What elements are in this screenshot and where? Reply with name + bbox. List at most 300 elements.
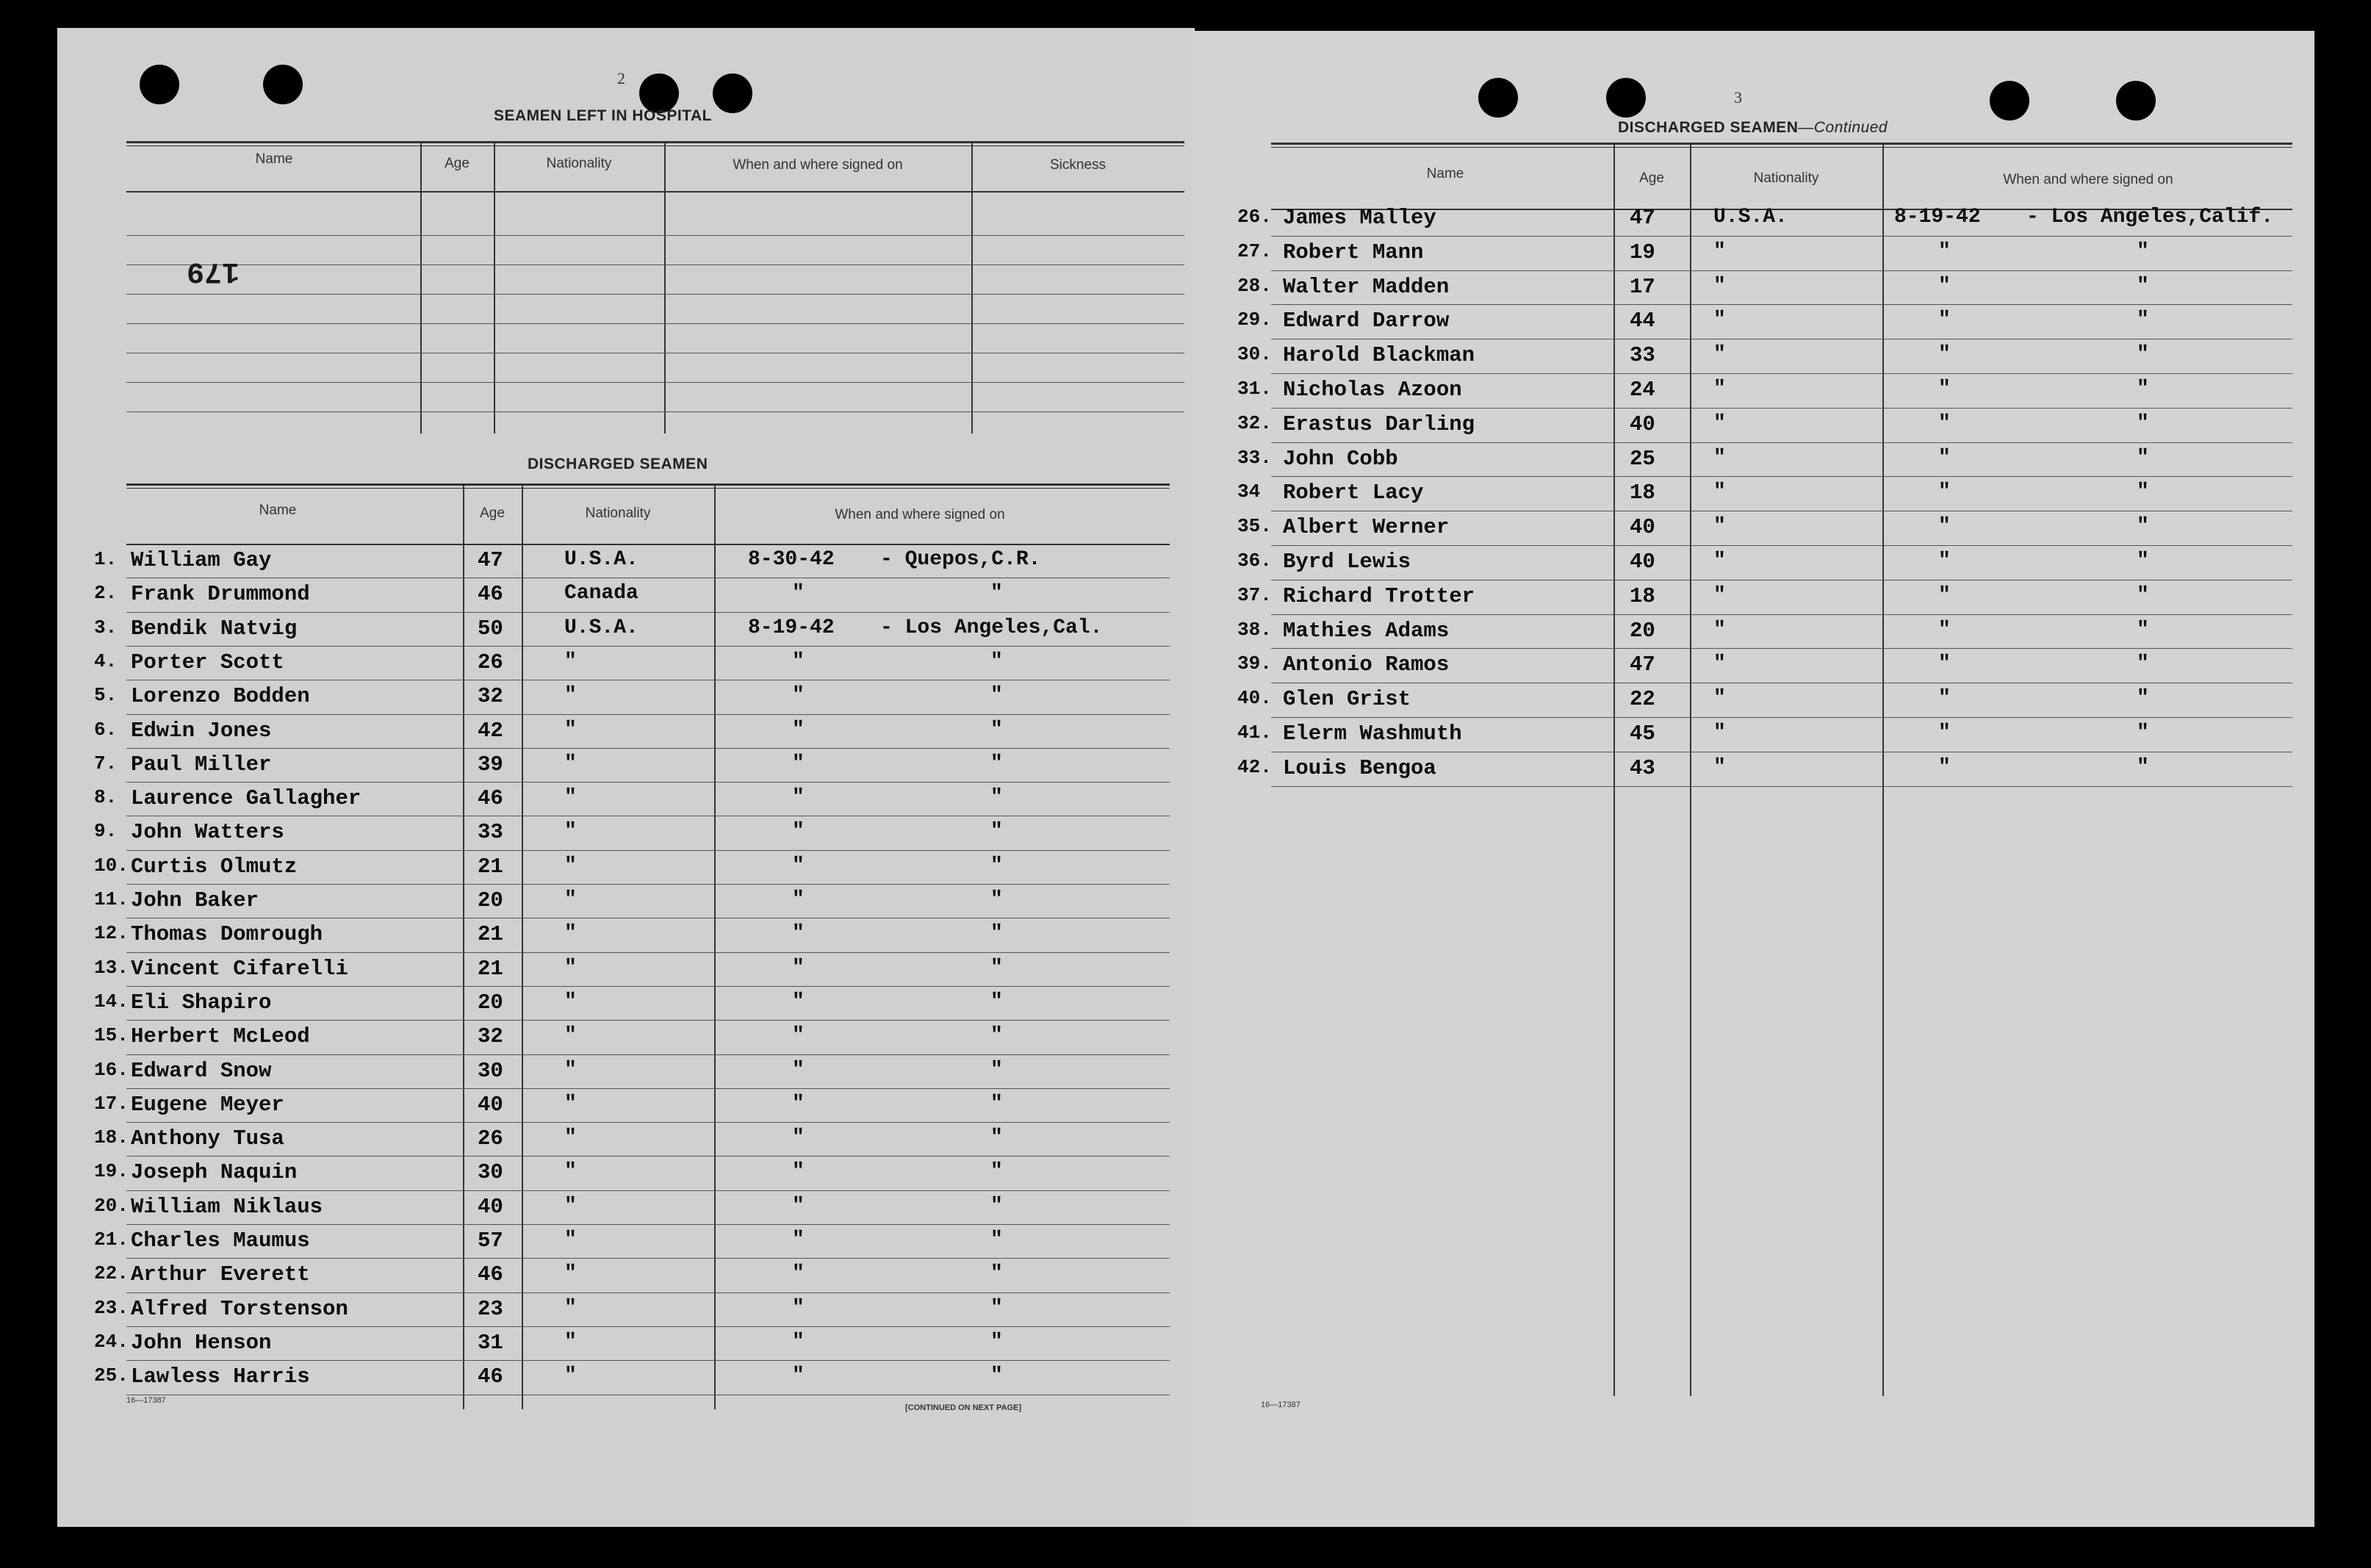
- seaman-age: 50: [478, 616, 503, 641]
- discharged-header-age: Age: [1639, 170, 1664, 186]
- seaman-nationality: ": [564, 786, 577, 810]
- seaman-name: John Baker: [131, 888, 259, 913]
- signed-on-place: ": [2137, 583, 2149, 607]
- seaman-nationality: ": [564, 1024, 577, 1048]
- seaman-nationality: ": [564, 684, 577, 708]
- punch-hole-icon: [713, 73, 752, 113]
- signed-on-place: ": [990, 786, 1003, 810]
- row-rule: [1271, 476, 2292, 477]
- row-number: 39.: [1237, 652, 1272, 675]
- seaman-name: William Niklaus: [131, 1194, 323, 1219]
- seaman-name: Laurence Gallagher: [131, 786, 361, 811]
- signed-on-date: ": [1938, 583, 1951, 607]
- seaman-age: 47: [478, 548, 503, 572]
- column-divider: [714, 483, 716, 1409]
- column-divider: [1882, 143, 1884, 1396]
- signed-on-place: ": [990, 718, 1003, 741]
- signed-on-place: ": [2137, 618, 2149, 641]
- hospital-header-sickness: Sickness: [1049, 157, 1107, 173]
- punch-hole-icon: [1478, 78, 1518, 118]
- signed-on-place: ": [990, 752, 1003, 775]
- row-rule: [126, 1190, 1170, 1191]
- signed-on-place: ": [990, 1160, 1003, 1184]
- seaman-name: Eli Shapiro: [131, 990, 272, 1015]
- signed-on-date: ": [792, 1229, 805, 1251]
- column-divider: [522, 483, 523, 1409]
- row-number: 6.: [94, 718, 118, 741]
- row-number: 36.: [1237, 550, 1272, 572]
- signed-on-date: ": [792, 820, 805, 844]
- signed-on-place: ": [990, 1262, 1003, 1286]
- seaman-name: Bendik Natvig: [131, 616, 298, 641]
- seaman-name: Louis Bengoa: [1283, 755, 1436, 780]
- seaman-nationality: ": [564, 1058, 577, 1082]
- signed-on-place: ": [990, 888, 1003, 911]
- seaman-name: Eugene Meyer: [131, 1092, 284, 1117]
- right-page: [1192, 31, 2314, 1527]
- row-number: 8.: [94, 786, 118, 809]
- row-number: 10.: [94, 854, 129, 877]
- seaman-age: 21: [478, 854, 503, 879]
- row-number: 20.: [94, 1194, 129, 1217]
- row-number: 23.: [94, 1296, 129, 1319]
- signed-on-place: ": [2137, 446, 2149, 470]
- signed-on-date: ": [792, 990, 805, 1013]
- seaman-nationality: ": [564, 1262, 577, 1286]
- seaman-nationality: ": [564, 1194, 577, 1218]
- seaman-age: 44: [1630, 309, 1655, 334]
- signed-on-place: - Los Angeles,Cal.: [880, 616, 1103, 639]
- seaman-age: 40: [1630, 411, 1655, 436]
- row-number: 38.: [1237, 618, 1272, 641]
- signed-on-date: ": [792, 1058, 805, 1082]
- seaman-age: 46: [478, 1262, 503, 1287]
- table-rule: [126, 141, 1184, 143]
- signed-on-date: ": [1938, 240, 1951, 263]
- signed-on-date: ": [1938, 411, 1951, 435]
- signed-on-place: ": [2137, 755, 2149, 779]
- seaman-nationality: ": [1713, 550, 1726, 572]
- row-rule: [126, 1156, 1170, 1157]
- seaman-age: 30: [478, 1160, 503, 1185]
- row-number: 18.: [94, 1126, 129, 1149]
- signed-on-date: ": [792, 1024, 805, 1048]
- seaman-nationality: ": [564, 1229, 577, 1251]
- row-rule: [126, 235, 1184, 236]
- form-number: 16—17387: [1261, 1400, 1300, 1409]
- signed-on-place: ": [2137, 722, 2149, 744]
- seaman-name: Lorenzo Bodden: [131, 684, 310, 709]
- seaman-nationality: ": [564, 1296, 577, 1320]
- seaman-age: 32: [478, 1024, 503, 1049]
- row-rule: [126, 1360, 1170, 1361]
- column-divider: [664, 141, 666, 434]
- seaman-nationality: ": [564, 990, 577, 1013]
- seaman-nationality: ": [1713, 446, 1726, 470]
- row-number: 28.: [1237, 274, 1272, 297]
- seaman-nationality: ": [1713, 343, 1726, 367]
- seaman-name: Glen Grist: [1283, 687, 1411, 712]
- row-rule: [1271, 648, 2292, 649]
- signed-on-place: ": [990, 1296, 1003, 1320]
- row-rule: [1271, 408, 2292, 409]
- seaman-age: 30: [478, 1058, 503, 1083]
- signed-on-place: ": [2137, 378, 2149, 400]
- seaman-age: 31: [478, 1330, 503, 1355]
- seaman-age: 18: [1630, 583, 1655, 608]
- seaman-name: Arthur Everett: [131, 1262, 310, 1287]
- signed-on-place: ": [990, 1092, 1003, 1115]
- signed-on-date: 8-19-42: [748, 616, 835, 639]
- row-rule: [126, 1258, 1170, 1259]
- seaman-age: 22: [1630, 687, 1655, 712]
- row-rule: [126, 323, 1184, 324]
- row-number: 31.: [1237, 378, 1272, 400]
- seaman-name: Richard Trotter: [1283, 583, 1475, 608]
- discharged-continued-title: [1618, 119, 1888, 137]
- signed-on-date: ": [792, 854, 805, 877]
- signed-on-place: ": [990, 854, 1003, 877]
- discharged-header-signed-on: When and where signed on: [2003, 172, 2173, 187]
- signed-on-date: ": [792, 1262, 805, 1286]
- row-number: 35.: [1237, 515, 1272, 538]
- signed-on-place: ": [990, 1229, 1003, 1251]
- punch-hole-icon: [263, 65, 303, 104]
- row-rule: [126, 1292, 1170, 1293]
- signed-on-place: ": [990, 820, 1003, 844]
- row-rule: [1271, 270, 2292, 271]
- row-number: 34: [1237, 481, 1261, 503]
- signed-on-place: - Los Angeles,Calif.: [2026, 206, 2274, 229]
- signed-on-date: ": [792, 1364, 805, 1388]
- seaman-nationality: ": [564, 1330, 577, 1353]
- seaman-name: Erastus Darling: [1283, 411, 1475, 436]
- row-number: 4.: [94, 650, 118, 672]
- row-rule: [126, 748, 1170, 749]
- signed-on-date: ": [792, 1296, 805, 1320]
- signed-on-place: ": [2137, 274, 2149, 298]
- seaman-age: 26: [478, 1126, 503, 1151]
- hospital-header-name: Name: [255, 151, 293, 167]
- table-rule: [126, 483, 1170, 486]
- signed-on-date: ": [1938, 481, 1951, 504]
- seaman-age: 32: [478, 684, 503, 709]
- row-number: 7.: [94, 752, 118, 774]
- row-rule: [1271, 717, 2292, 718]
- seaman-name: Albert Werner: [1283, 515, 1450, 540]
- signed-on-place: ": [2137, 481, 2149, 504]
- row-number: 26.: [1237, 206, 1272, 228]
- seaman-name: Herbert McLeod: [131, 1024, 310, 1049]
- continued-note: [CONTINUED ON NEXT PAGE]: [905, 1403, 1022, 1412]
- form-number: 16—17387: [126, 1396, 166, 1405]
- signed-on-place: ": [2137, 343, 2149, 367]
- page-number: 2: [617, 69, 625, 87]
- seaman-name: Robert Lacy: [1283, 481, 1424, 506]
- seaman-age: 21: [478, 922, 503, 947]
- seaman-age: 43: [1630, 755, 1655, 780]
- table-rule: [126, 145, 1184, 146]
- punch-hole-icon: [140, 65, 179, 104]
- seaman-nationality: ": [564, 854, 577, 877]
- signed-on-date: ": [792, 684, 805, 708]
- signed-on-date: ": [1938, 722, 1951, 744]
- signed-on-date: ": [792, 718, 805, 741]
- row-number: 27.: [1237, 240, 1272, 262]
- hospital-header-signed-on: When and where signed on: [733, 157, 903, 173]
- discharged-section-title: DISCHARGED SEAMEN: [528, 456, 708, 472]
- signed-on-date: ": [792, 1330, 805, 1353]
- seaman-name: Curtis Olmutz: [131, 854, 298, 879]
- seaman-nationality: U.S.A.: [564, 548, 638, 571]
- signed-on-date: ": [792, 582, 805, 605]
- title-text: DISCHARGED SEAMEN: [1618, 119, 1799, 136]
- seaman-name: Thomas Domrough: [131, 922, 323, 947]
- seaman-age: 20: [478, 888, 503, 913]
- discharged-header-name: Name: [1426, 166, 1464, 181]
- signed-on-place: ": [990, 922, 1003, 946]
- seaman-age: 24: [1630, 378, 1655, 402]
- signed-on-place: ": [990, 990, 1003, 1013]
- seaman-age: 40: [478, 1092, 503, 1117]
- signed-on-date: ": [792, 1092, 805, 1115]
- column-divider: [463, 483, 464, 1409]
- seaman-name: John Watters: [131, 820, 284, 845]
- row-rule: [126, 294, 1184, 295]
- seaman-age: 20: [478, 990, 503, 1015]
- seaman-nationality: ": [564, 956, 577, 979]
- seaman-name: John Cobb: [1283, 446, 1398, 471]
- row-number: 24.: [94, 1330, 129, 1353]
- signed-on-place: ": [990, 1364, 1003, 1388]
- seaman-nationality: ": [1713, 618, 1726, 641]
- seaman-age: 21: [478, 956, 503, 981]
- seaman-nationality: ": [1713, 240, 1726, 263]
- row-rule: [126, 1020, 1170, 1021]
- seaman-age: 40: [478, 1194, 503, 1219]
- seaman-name: Mathies Adams: [1283, 618, 1450, 643]
- signed-on-place: ": [2137, 411, 2149, 435]
- signed-on-place: ": [990, 1024, 1003, 1048]
- seaman-nationality: U.S.A.: [1713, 206, 1788, 229]
- row-number: 37.: [1237, 583, 1272, 606]
- row-number: 12.: [94, 922, 129, 945]
- seaman-name: Walter Madden: [1283, 274, 1450, 299]
- signed-on-date: ": [792, 888, 805, 911]
- seaman-name: Edwin Jones: [131, 718, 272, 743]
- signed-on-date: ": [792, 786, 805, 810]
- discharged-header-nationality: Nationality: [1753, 170, 1819, 186]
- seaman-age: 25: [1630, 446, 1655, 471]
- seaman-age: 33: [1630, 343, 1655, 368]
- seaman-age: 47: [1630, 206, 1655, 230]
- signed-on-place: ": [990, 582, 1003, 605]
- row-rule: [1271, 304, 2292, 305]
- seaman-nationality: ": [564, 718, 577, 741]
- signed-on-date: ": [792, 1194, 805, 1218]
- signed-on-date: ": [792, 650, 805, 673]
- column-divider: [494, 141, 495, 434]
- seaman-nationality: ": [564, 650, 577, 673]
- seaman-age: 19: [1630, 240, 1655, 265]
- seaman-nationality: ": [1713, 309, 1726, 332]
- seaman-nationality: ": [564, 1126, 577, 1150]
- row-rule: [126, 986, 1170, 987]
- row-number: 25.: [94, 1364, 129, 1387]
- signed-on-date: ": [1938, 309, 1951, 332]
- row-number: 3.: [94, 616, 118, 639]
- seaman-nationality: ": [1713, 515, 1726, 539]
- signed-on-date: ": [1938, 550, 1951, 572]
- signed-on-date: 8-30-42: [748, 548, 835, 571]
- seaman-nationality: ": [1713, 411, 1726, 435]
- row-number: 33.: [1237, 446, 1272, 469]
- row-number: 13.: [94, 956, 129, 979]
- seaman-name: Edward Snow: [131, 1058, 272, 1083]
- row-rule: [1271, 614, 2292, 615]
- row-rule: [1271, 442, 2292, 443]
- signed-on-date: 8-19-42: [1894, 206, 1981, 229]
- signed-on-date: ": [1938, 274, 1951, 298]
- signed-on-place: ": [2137, 652, 2149, 676]
- signed-on-date: ": [1938, 446, 1951, 470]
- signed-on-place: ": [2137, 240, 2149, 263]
- seaman-name: Edward Darrow: [1283, 309, 1450, 334]
- signed-on-place: ": [2137, 309, 2149, 332]
- column-divider: [1690, 143, 1691, 1396]
- seaman-name: Byrd Lewis: [1283, 550, 1411, 574]
- row-rule: [126, 411, 1184, 412]
- seaman-nationality: ": [1713, 583, 1726, 607]
- row-number: 40.: [1237, 687, 1272, 710]
- seaman-age: 46: [478, 786, 503, 811]
- seaman-age: 45: [1630, 722, 1655, 746]
- stamp-number: 179: [187, 254, 240, 287]
- table-rule: [1271, 147, 2292, 148]
- signed-on-date: ": [792, 922, 805, 946]
- signed-on-date: ": [792, 1160, 805, 1184]
- seaman-name: Anthony Tusa: [131, 1126, 284, 1151]
- seaman-nationality: ": [564, 1364, 577, 1388]
- row-number: 11.: [94, 888, 129, 910]
- seaman-age: 23: [478, 1296, 503, 1321]
- row-rule: [126, 382, 1184, 383]
- seaman-name: Alfred Torstenson: [131, 1296, 348, 1321]
- row-number: 21.: [94, 1229, 129, 1251]
- signed-on-date: ": [1938, 652, 1951, 676]
- row-rule: [1271, 236, 2292, 237]
- table-rule: [126, 488, 1170, 489]
- row-number: 2.: [94, 582, 118, 605]
- seaman-age: 40: [1630, 515, 1655, 540]
- row-number: 41.: [1237, 722, 1272, 744]
- page-number: 3: [1734, 88, 1742, 107]
- row-number: 17.: [94, 1092, 129, 1115]
- row-rule: [126, 782, 1170, 783]
- row-number: 29.: [1237, 309, 1272, 331]
- seaman-nationality: ": [1713, 481, 1726, 504]
- seaman-name: John Henson: [131, 1330, 272, 1355]
- seaman-nationality: ": [1713, 722, 1726, 744]
- seaman-nationality: ": [564, 922, 577, 946]
- seaman-name: Joseph Naquin: [131, 1160, 298, 1185]
- seaman-name: Antonio Ramos: [1283, 652, 1450, 677]
- signed-on-date: ": [1938, 343, 1951, 367]
- row-rule: [126, 884, 1170, 885]
- signed-on-place: ": [990, 956, 1003, 979]
- row-number: 16.: [94, 1058, 129, 1081]
- row-number: 30.: [1237, 343, 1272, 366]
- seaman-age: 40: [1630, 550, 1655, 574]
- left-page: [57, 28, 1195, 1527]
- seaman-nationality: ": [564, 752, 577, 775]
- seaman-name: Paul Miller: [131, 752, 272, 777]
- signed-on-date: ": [1938, 515, 1951, 539]
- seaman-nationality: ": [1713, 755, 1726, 779]
- seaman-name: Elerm Washmuth: [1283, 722, 1462, 746]
- signed-on-date: ": [792, 752, 805, 775]
- row-number: 42.: [1237, 755, 1272, 778]
- signed-on-date: ": [1938, 755, 1951, 779]
- title-suffix: —Continued: [1798, 119, 1888, 136]
- discharged-header-nationality: Nationality: [585, 506, 651, 521]
- row-number: 15.: [94, 1024, 129, 1047]
- hospital-header-age: Age: [445, 156, 469, 171]
- row-rule: [126, 646, 1170, 647]
- seaman-nationality: U.S.A.: [564, 616, 638, 639]
- hospital-section-title: SEAMEN LEFT IN HOSPITAL: [494, 107, 712, 124]
- seaman-nationality: ": [1713, 652, 1726, 676]
- seaman-age: 39: [478, 752, 503, 777]
- seaman-nationality: ": [564, 820, 577, 844]
- row-rule: [126, 1054, 1170, 1055]
- column-divider: [420, 141, 422, 434]
- signed-on-date: ": [1938, 618, 1951, 641]
- discharged-header-age: Age: [480, 506, 505, 521]
- row-number: 22.: [94, 1262, 129, 1285]
- seaman-name: Nicholas Azoon: [1283, 378, 1462, 402]
- table-rule: [1271, 143, 2292, 145]
- signed-on-date: ": [792, 956, 805, 979]
- row-rule: [126, 714, 1170, 715]
- signed-on-place: ": [990, 650, 1003, 673]
- hospital-header-nationality: Nationality: [546, 156, 612, 171]
- signed-on-date: ": [1938, 687, 1951, 711]
- signed-on-place: ": [990, 1126, 1003, 1150]
- seaman-name: William Gay: [131, 548, 272, 572]
- row-rule: [1271, 373, 2292, 374]
- seaman-age: 33: [478, 820, 503, 845]
- signed-on-place: ": [990, 1194, 1003, 1218]
- signed-on-place: ": [2137, 550, 2149, 572]
- row-rule: [126, 952, 1170, 953]
- seaman-age: 20: [1630, 618, 1655, 643]
- row-rule: [126, 850, 1170, 851]
- discharged-header-name: Name: [259, 503, 297, 518]
- row-rule: [126, 1326, 1170, 1327]
- signed-on-place: ": [990, 1330, 1003, 1353]
- seaman-name: Robert Mann: [1283, 240, 1424, 265]
- column-divider: [1613, 143, 1615, 1396]
- seaman-nationality: Canada: [564, 582, 638, 605]
- seaman-name: Vincent Cifarelli: [131, 956, 348, 981]
- seaman-age: 26: [478, 650, 503, 675]
- row-rule: [1271, 545, 2292, 546]
- seaman-name: Charles Maumus: [131, 1229, 310, 1253]
- seaman-name: Lawless Harris: [131, 1364, 310, 1389]
- seaman-nationality: ": [564, 1092, 577, 1115]
- table-rule: [126, 191, 1184, 193]
